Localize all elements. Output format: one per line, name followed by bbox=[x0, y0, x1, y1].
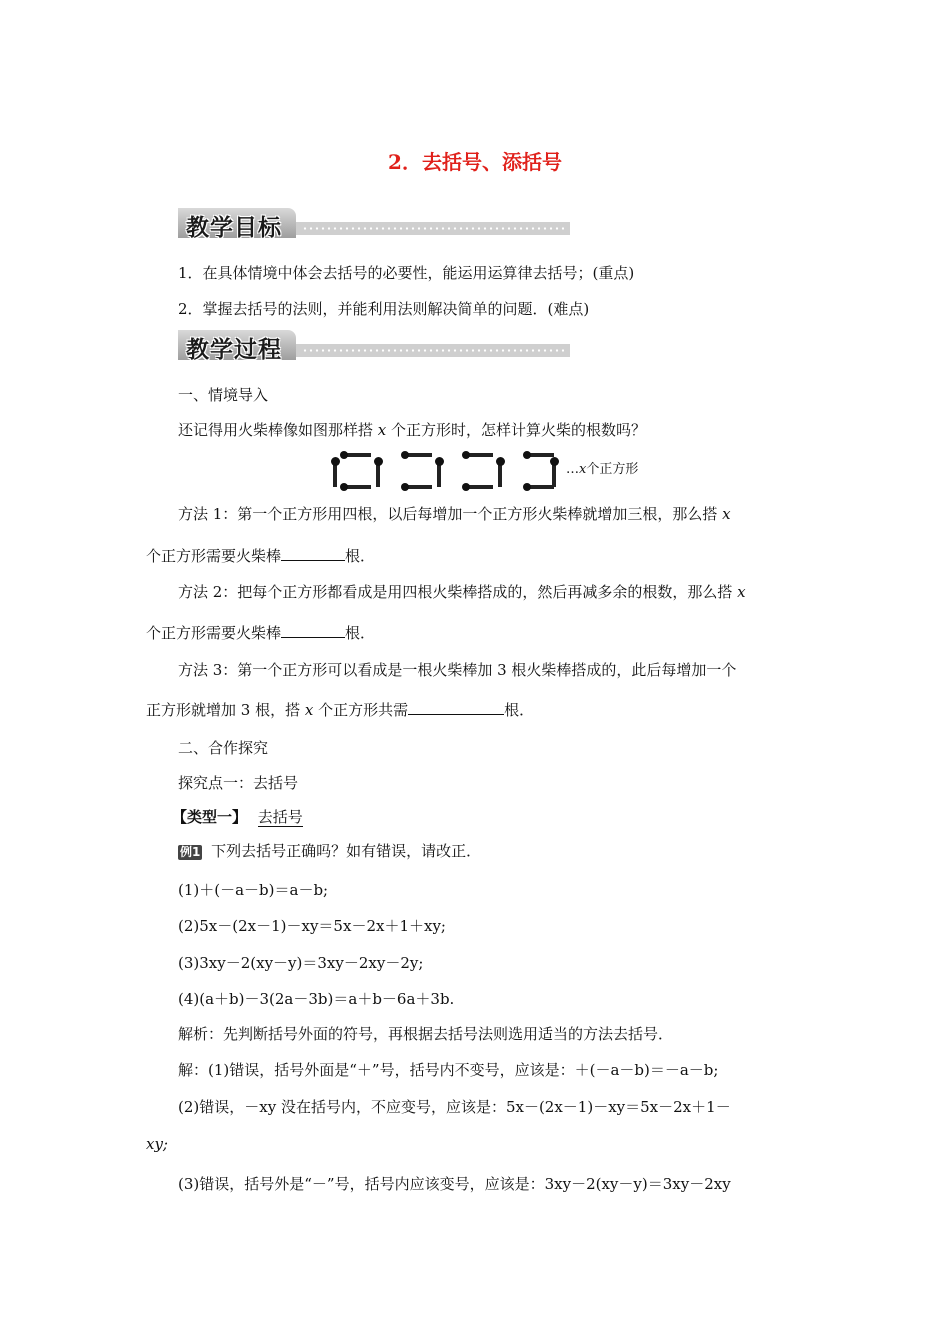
banner-tab: 教学目标 bbox=[178, 208, 296, 238]
blank-2[interactable] bbox=[281, 623, 345, 638]
explore-point-1: 探究点一：去括号 bbox=[178, 774, 299, 792]
section-banner-objectives bbox=[178, 208, 570, 248]
method2-line2: 个正方形需要火柴棒 根． bbox=[146, 624, 376, 642]
section-banner-process bbox=[178, 330, 570, 370]
item-3: (3)3xy－2(xy－y)＝3xy－2xy－2y; bbox=[178, 954, 424, 972]
item-4: (4)(a＋b)－3(2a－3b)＝a＋b－6a＋3b. bbox=[178, 990, 455, 1008]
page-title: 2．去括号、添括号 bbox=[388, 150, 562, 174]
type-heading: 【类型一】 去括号 bbox=[172, 808, 303, 826]
method3-line2: 正方形就增加 3 根，搭 x 个正方形共需 根． bbox=[146, 701, 535, 719]
example-1: 例1 下列去括号正确吗？如有错误，请改正． bbox=[180, 842, 482, 860]
blank-1[interactable] bbox=[281, 546, 345, 561]
item-2: (2)5x－(2x－1)－xy＝5x－2x＋1＋xy; bbox=[178, 917, 446, 935]
method2-line1: 方法 2：把每个正方形都看成是用四根火柴棒搭成的，然后再减多余的根数，那么搭 x bbox=[178, 583, 746, 601]
objective-2: 2．掌握去括号的法则，并能利用法则解决简单的问题．(难点) bbox=[178, 300, 590, 318]
objective-1: 1．在具体情境中体会去括号的必要性，能运用运算律去括号；(重点) bbox=[178, 264, 635, 282]
intro-question: 还记得用火柴棒像如图那样搭 x 个正方形时，怎样计算火柴的根数吗？ bbox=[178, 421, 647, 439]
section-heading-intro: 一、情境导入 bbox=[178, 386, 269, 404]
figure-label: …x个正方形 bbox=[566, 462, 639, 477]
item-1: (1)＋(－a－b)＝a－b; bbox=[178, 881, 329, 899]
banner-dots bbox=[302, 227, 564, 230]
analysis: 解析：先判断括号外面的符号，再根据去括号法则选用适当的方法去括号． bbox=[178, 1025, 674, 1043]
solution-2: (2)错误，－xy 没在括号内，不应变号，应该是：5x－(2x－1)－xy＝5x－2x＋1－ bbox=[178, 1098, 731, 1116]
blank-3[interactable] bbox=[408, 700, 504, 715]
method1-line2: 个正方形需要火柴棒 根． bbox=[146, 547, 376, 565]
example-tag: 例1 bbox=[180, 845, 201, 859]
section-heading-explore: 二、合作探究 bbox=[178, 739, 269, 757]
method1-line1: 方法 1：第一个正方形用四根，以后每增加一个正方形火柴棒就增加三根，那么搭 x bbox=[178, 505, 731, 523]
solution-2-cont: xy; bbox=[146, 1135, 168, 1153]
solution-1: 解：(1)错误，括号外面是“＋”号，括号内不变号，应该是：＋(－a－b)＝－a－b; bbox=[178, 1061, 719, 1079]
solution-3: (3)错误，括号外是“－”号，括号内应该变号，应该是：3xy－2(xy－y)＝3xy－2xy bbox=[178, 1175, 731, 1193]
banner-tab: 教学过程 bbox=[178, 330, 296, 360]
banner-dots bbox=[302, 349, 564, 352]
method3-line1: 方法 3：第一个正方形可以看成是一根火柴棒加 3 根火柴棒搭成的，此后每增加一个 bbox=[178, 661, 737, 679]
